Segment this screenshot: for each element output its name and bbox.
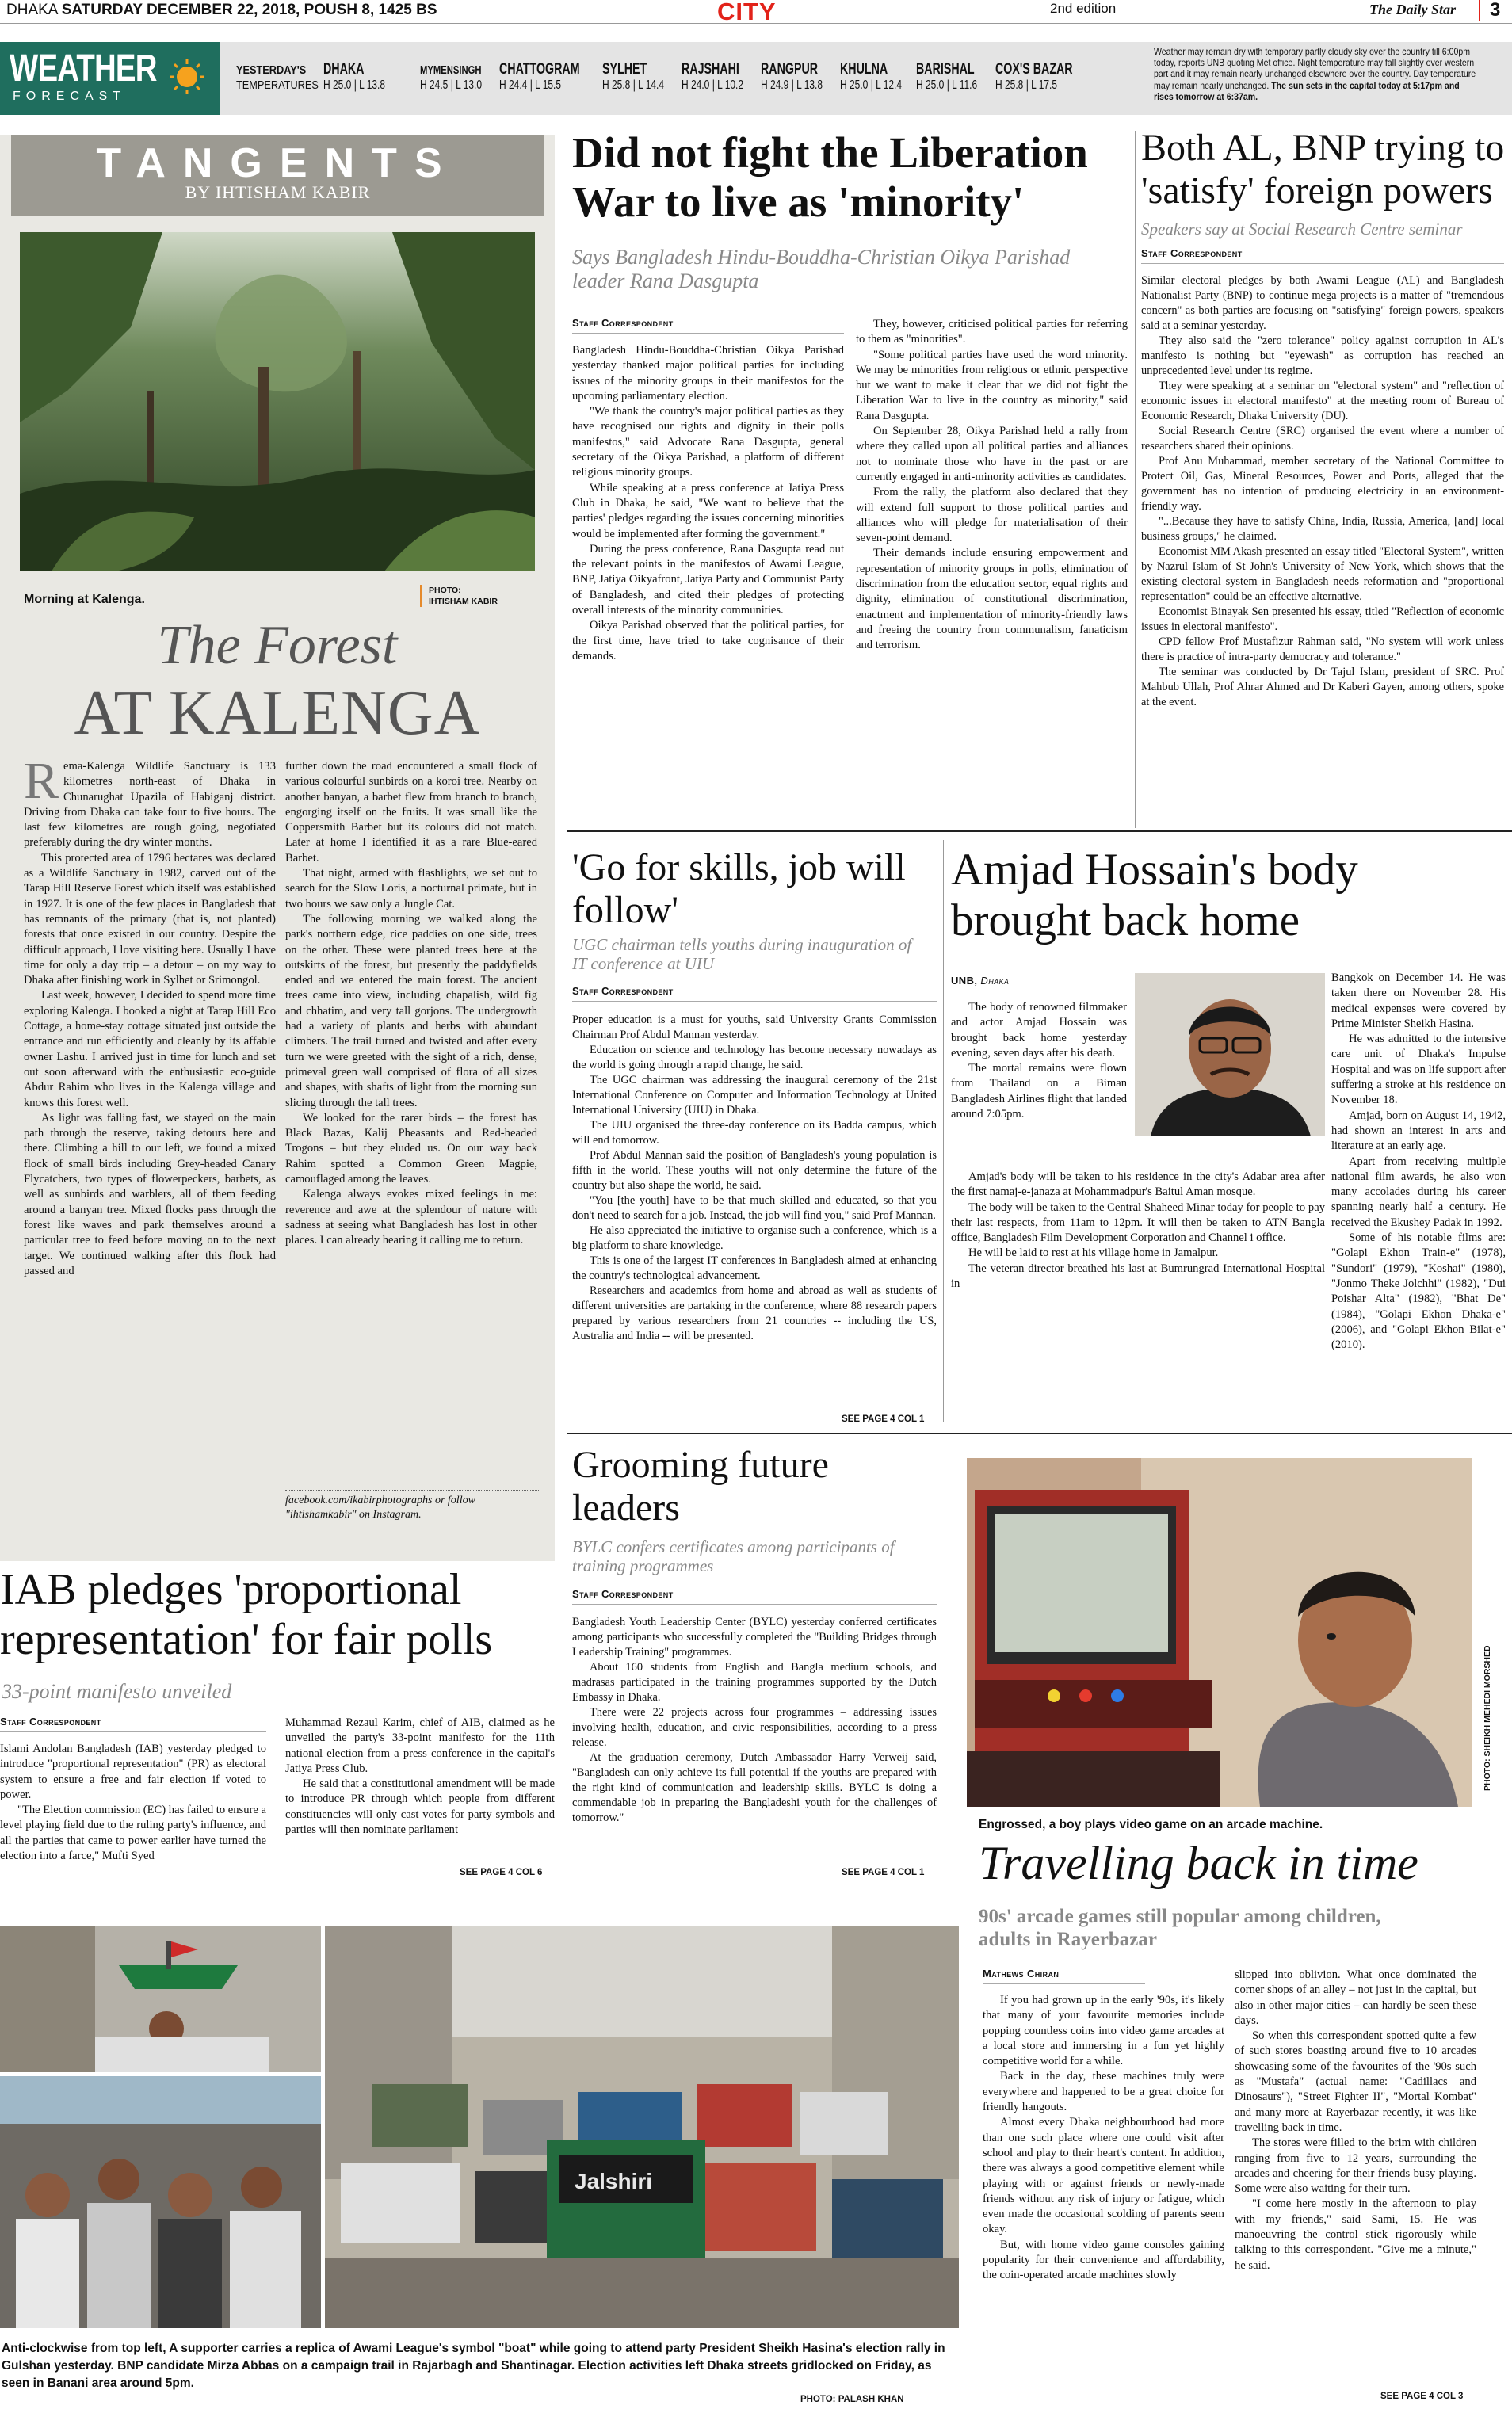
city-temp: BARISHAL H 25.0 | L 11.6 [916, 61, 978, 92]
skills-byline: Staff Correspondent [572, 985, 937, 1002]
city-temp: CHATTOGRAM H 24.4 | L 15.5 [499, 61, 580, 92]
tangents-title-bar [11, 135, 544, 216]
liberation-kicker: Says Bangladesh Hindu-Bouddha-Christian Oikya Parishad leader Rana Dasgupta [572, 246, 1071, 292]
bus-sign: Jalshiri [575, 2169, 653, 2193]
grooming-byline: Staff Correspondent [572, 1588, 937, 1605]
forest-headline-top: The Forest [157, 615, 398, 676]
sun-icon [168, 58, 206, 96]
liberation-col1: Bangladesh Hindu-Bouddha-Christian Oikya Parishad yesterday thanked major political parties for including issues of the minority groups in their manifestos for the upcoming parliamentary election. "We thank the country's major political parties as they have recognised our rights and dignity in their polls manifestos," said Advocate Rana Dasgupta, general secretary of the Oikya Parishad, a platform of different religious minority groups. While speaking at a press conference at Jatiya Press Club in Dhaka, he said, "We want to believe that the parties' pledges regarding the issues concerning minorities would be implemented after forming the government." During the press conference, Rana Dasgupta read out the relevant points in the manifestos of Awami League, BNP, Jatiya Oikyafront, Jatiya Party and Communist Party of Bangladesh, and cited their pledges of protecting overall interests of the minority communities. Oikya Parishad observed that the political parties, for the first time, have tried to take cognisance of their demands. [572, 344, 844, 662]
rally-photo-abbas [0, 2076, 321, 2328]
arcade-col2: slipped into oblivion. What once dominated the corner shops of an alley – not just in the capital, but also in other major cities – can hardly be seen these days. So when this correspondent spotted quite a few of such stores boasting around five to 10 arcades showcasing some of the favourites of the '90s such as "Mustafa" (actual name: "Cadillacs and Dinosaurs"), "Street Fighter II", "Mortal Kombat" and many more at Rayerbazar recently, it was like travelling back in time. The stores were filled to the brim with children ranging from five to 12 years, surrounding the arcades and cheering for their friends busy playing. Some were also waiting for their turn. "I come here mostly in the afternoon to play with my friends," said Sami, 15. He was manoeuvring the control stick rigorously while talking to this correspondent. "Give me a minute," he said. [1235, 1968, 1476, 2272]
arcade-byline: Mathews Chiran [983, 1968, 1145, 1984]
forest-article-col1: R ema-Kalenga Wildlife Sanctuary is 133 kilometres north-east of Dhaka in Chunarughat Upazila of Habiganj district. Driving from Dhaka can take four to five hours. The last few kilometres are rough going, negotiated preferably during the dry winter months. This protected area of 1796 hectares was declared as a Wildlife Sanctuary in 1982, carved out of the Tarap Hill Reserve Forest which itself was established in 1927. It is one of the few places in Bangladesh that has remnants of the primary (that is, not planted) forests that once existed in our country. Despite the difficult approach, I love visiting here. Usually I have time for only a day trip – a detour – on my way to Dhaka after finishing work in Sylhet or Srimongol. Last week, however, I decided to spend more time exploring Kalenga. I booked a night at Tarap Hill Eco Cottage, a home-stay cottage situated just outside the entrance and run efficiently and cleanly by its affable owner Lashu. I arrived just in time for lunch and set out soon afterward with the enthusiastic eco-guide Abdur Rahim who lives in the Kalenga village and knows this forest well. As light was falling fast, we stayed on the main path through the reserve, taking detours here and there. Climbing a hill to our left, we found a mixed flock of small birds including Grey-headed Canary Flycatchers, two types of flowerpeckers, barbets, as well as sunbirds and warblers, all of them feeding around a banyan tree. Mixed flocks pass through the forest like waves and park themselves around a particular tree to feed before moving on to the next target. We continued walking after this flock had passed and [24, 759, 276, 1277]
arcade-photo-caption: Engrossed, a boy plays video game on an arcade machine. [979, 1818, 1323, 1831]
city-temp: RAJSHAHI H 24.0 | L 10.2 [682, 61, 744, 92]
column-rule [1135, 131, 1136, 828]
iab-jump-link[interactable]: SEE PAGE 4 COL 6 [460, 1868, 543, 1877]
dateline-place: DHAKA [6, 2, 58, 18]
grooming-jump-link[interactable]: SEE PAGE 4 COL 1 [842, 1868, 925, 1877]
city-temp: COX'S BAZAR H 25.8 | L 17.5 [995, 61, 1073, 92]
amjad-col1: The body of renowned filmmaker and actor Amjad Hossain was brought back home yesterday evening, seven days after his death. The mortal remains were flown from Thailand on a Biman Bangladesh Airlines flight that landed around 7:05pm. [951, 1001, 1127, 1121]
section-title: CITY [717, 0, 777, 25]
liberation-headline: Did not fight the Liberation War to live as 'minority' [572, 128, 1088, 226]
foreign-body: Similar electoral pledges by both Awami League (AL) and Bangladesh Nationalist Party (BNP) to continue mega projects is a matter of "tremendous concern" as both parties are focusing on "satisfying" foreign powers, speakers said at a seminar yesterday. They also said the "zero tolerance" policy against corruption in AL's manifesto is nothing but "eyewash" as corruption has reached an unprecedented level under its regime. They were speaking at a seminar on "electoral system" and "reflection of economic issues in electoral manifesto" at the meeting room of Bureau of Economic Research, Dhaka University (DU). Social Research Centre (SRC) organised the event where a number of researchers shared their opinions. Prof Anu Muhammad, member secretary of the National Committee to Protect Oil, Gas, Mineral Resources, Power and Ports, alleged that the government has no intention of producing electricity in an environment-friendly way. "...Because they have to satisfy China, India, Russia, America, [and] local business groups," he claimed. Economist MM Akash presented an essay titled "Electoral System", written by Nazrul Islam of St John's University of New York, which shows that the existing electoral system in Bangladesh needs reformation and "proportional representation" could be an effective alternative. Economist Binayak Sen presented his essay, titled "Reflection of economic issues in electoral manifesto". CPD fellow Prof Mustafizur Rahman said, "No system will work unless there is practice of intra-party democracy and tolerance." The seminar was conducted by Dr Tajul Islam, president of SRC. Prof Mahbub Ullah, Prof Ahrar Ahmed and Dr Kaberi Gayen, among others, spoke at the event. [1141, 274, 1504, 708]
temps-label: YESTERDAY'S TEMPERATURES [236, 63, 319, 92]
weather-title: WEATHER [10, 48, 157, 90]
forest-footer [285, 1490, 539, 1522]
iab-col1: Islami Andolan Bangladesh (IAB) yesterday pledged to introduce "proportional representation" (PR) as electoral system to ensure a free and fair election if voted to power. "The Election commission (EC) has failed to ensure a level playing field due to the ruling party's influence, and all the parties that came to power earlier have turned the election into a farce," Mufti Syed [0, 1743, 266, 1863]
liberation-byline: Staff Correspondent [572, 317, 844, 334]
skills-jump-link[interactable]: SEE PAGE 4 COL 1 [842, 1414, 925, 1424]
column-rule [943, 840, 944, 1422]
city-temp: KHULNA H 25.0 | L 12.4 [840, 61, 903, 92]
arcade-kicker: 90s' arcade games still popular among children, adults in Rayerbazar [979, 1906, 1381, 1950]
edition-label: 2nd edition [1050, 1, 1117, 16]
rally-photo-boat [0, 1926, 321, 2072]
dateline-date: SATURDAY DECEMBER 22, 2018, [61, 2, 300, 18]
forest-article-col2: further down the road encountered a small flock of various colourful sunbirds on a koroi tree. Nearby on another banyan, a barbet flew from branch to branch, engorging itself on the fruits. It was small like the Coppersmith Barbet but its colours did not match. Later at home I identified it as a rare Blue-eared Barbet. That night, armed with flashlights, we set out to search for the Slow Loris, a nocturnal primate, but in two hours we saw only a Jungle Cat. The following morning we walked along the park's northern edge, rice paddies on one side, trees on the other. These were planted trees here at the outskirts of the forest, but presently the paddyfields ended and we entered the main forest. The ancient trees came into view, including chapalish, wild fig and chhatim, and very tall gorjons. The undergrowth had a variety of plants and herbs with abundant climbers. The trail turned and twisted and after every turn we were greeted with the sight of a rich, dense, primeval green wall comprised of flora of all sizes and shapes, with shafts of light from the morning sun slicing through the tall trees. We looked for the rarer birds – the forest has Black Bazas, Kalij Pheasants and Red-headed Trogons – but they eluded us. On our way back Rahim spotted a Common Green Magpie, camouflaged among the leaves. Kalenga always evokes mixed feelings in me: reverence and awe at the splendour of nature with sadness at seeing what Bangladesh has lost in other places. I can already hearing it calling me to return. [285, 760, 537, 1247]
city-temp: DHAKA H 25.0 | L 13.8 [323, 61, 386, 92]
amjad-byline: UNB, Dhaka [951, 975, 1127, 991]
page-header [0, 0, 1512, 24]
masthead-name: The Daily Star [1369, 2, 1457, 17]
skills-headline: 'Go for skills, job will follow' [572, 846, 906, 931]
forest-headline-bottom: AT KALENGA [74, 678, 481, 748]
campaign-photo-art [0, 2076, 321, 2328]
arcade-photo-credit: PHOTO: SHEIKH MEHEDI MORSHED [1483, 1645, 1492, 1791]
grooming-kicker: BYLC confers certificates among participants of training programmes [572, 1537, 895, 1576]
iab-kicker: 33-point manifesto unveiled [2, 1680, 232, 1703]
rally-photo-credit: PHOTO: PALASH KHAN [800, 2395, 904, 2404]
page-number: 3 [1490, 0, 1501, 21]
dateline-bangla: POUSH 8, 1425 BS [304, 2, 437, 18]
foreign-kicker: Speakers say at Social Research Centre seminar [1141, 220, 1463, 239]
forest-photo [20, 232, 535, 571]
arcade-photo [967, 1458, 1472, 1807]
amjad-col1-lower: Amjad's body will be taken to his residence in the city's Adabar area after the first namaj-e-janaza at Mohammadpur's Baitul Aman mosque. The body will be taken to the Central Shaheed Minar today for people to pay their last respects, from 11am to 12pm. It will then be taken to ATN Bangla office, Bangladesh Film Development Corporation and Channel i office. He will be laid to rest at his village home in Jamalpur. The veteran director breathed his last at Bumrungrad International Hospital in [951, 1170, 1325, 1291]
weather-forecast-text: Weather may remain dry with temporary partly cloudy sky over the country till 6:00pm today, reports UNB quoting Met office. Night temperature may fall slightly over western part and it may remain nearly unchanged elsewhere over the country. Day temperature may remain nearly unchanged. The sun sets in the capital today at 5:17pm and rises tomorrow at 6:37am. [1154, 48, 1476, 102]
arcade-headline: Travelling back in time [979, 1837, 1418, 1889]
section-rule [567, 1433, 1512, 1434]
rally-photo-traffic [325, 1926, 959, 2328]
forest-photo-credit: PHOTO: IHTISHAM KABIR [420, 585, 498, 607]
iab-col2: Muhammad Rezaul Karim, chief of AIB, claimed as he unveiled the party's 33-point manifesto for the 11th national election from a press conference in the capital's Jatiya Press Club. He said that a constitutional amendment will be made to introduce PR through which people from different constituencies will only cast votes for party symbols and parties will then nominate parliament [285, 1716, 555, 1837]
rally-caption: Anti-clockwise from top left, A supporter carries a replica of Awami League's symbol "boat" while going to attend party President Sheikh Hasina's election rally in Gulshan yesterday. BNP candidate Mirza Abbas on a campaign trail in Rajarbagh and Shantinagar. Election activities left Dhaka streets gridlocked on Friday, as seen in Banani area around 5pm. [2, 2342, 945, 2390]
temps-list [323, 61, 1116, 109]
grooming-headline: Grooming future leaders [572, 1444, 829, 1529]
liberation-col2: They, however, criticised political parties for referring to them as "minorities". "Some political parties have used the word minority. We may be minorities from religious or ethnic perspective but we want to make it clear that we did not fight the Liberation War to live in the country as minority," said Rana Dasgupta. On September 28, Oikya Parishad held a rally from where they called upon all political parties and alliances not to nominate those who have in the past or are currently engaged in anti-minority activities as candidates. From the rally, the platform also declared that they will extend full support to those political parties and alliances who will pledge for materialisation of their seven-point demand. Their demands include ensuring empowerment and representation of minority groups in polls, elimination of discrimination from the education sector, equal rights and dignity, elimination of constitutional discrimination, enactment and implementation of minority-friendly laws and freeing the country from communalism, fanaticism and terrorism. [856, 318, 1128, 652]
drop-cap: R [24, 759, 59, 810]
grooming-body: Bangladesh Youth Leadership Center (BYLC) yesterday conferred certificates among participants who successfully completed the "Building Bridges through Leadership Training" programmes. About 160 students from English and Bangla medium schools, and madrasas participated in the training programmes supported by the Dutch Embassy in Dhaka. There were 22 projects across four programmes – addressing issues involving health, education, and civic responsibilities, according to a press release. At the graduation ceremony, Dutch Ambassador Harry Verweij said, "Bangladesh can only achieve its full potential if the youths are prepared with the right kind of communication and leadership skills. BYLC is doing a commendable job in preparing the Bangladeshi youth for the challenges of tomorrow." [572, 1616, 937, 1824]
foreign-byline: Staff Correspondent [1141, 247, 1504, 264]
city-temp: RANGPUR H 24.9 | L 13.8 [761, 61, 823, 92]
forest-photo-caption: Morning at Kalenga. [24, 593, 145, 606]
skills-body: Proper education is a must for youths, said University Grants Commission Chairman Prof Abdul Mannan yesterday. Education on science and technology has become necessary nowadays as the world is going through a rapid change, he said. The UGC chairman was addressing the inaugural ceremony of the 21st International Conference on Computer and Information Technology at United International University (UIU) in Dhaka. The UIU organised the three-day conference on its Badda campus, which will end tomorrow. Prof Abdul Mannan said the position of Bangladesh's young population is fifth in the world. These youths will not only determine the future of the country but also shape the world, he said. "You [the youth] have to be that much skilled and educated, so that you don't need to search for a job. Instead, the job will find you," said Prof Mannan. He also appreciated the initiative to organise such a conference, which is a big platform to share knowledge. This is one of the largest IT conferences in Bangladesh aimed at enhancing the country's technological advancement. Researchers and academics from home and abroad as well as students of different universities are partaking in the conference, where 88 research papers prepared by various researchers from 21 countries -- including the US, Australia and India -- will be presented. [572, 1014, 937, 1342]
weather-logo [0, 42, 220, 115]
boat-photo-art [0, 1926, 321, 2072]
tangents-title: TANGENTS [96, 140, 460, 186]
city-temp: SYLHET H 25.8 | L 14.4 [602, 61, 665, 92]
tangents-byline: BY IHTISHAM KABIR [185, 182, 371, 202]
iab-byline: Staff Correspondent [0, 1716, 266, 1732]
arcade-jump-link[interactable]: SEE PAGE 4 COL 3 [1380, 2392, 1464, 2401]
header-divider [1479, 0, 1480, 21]
foreign-headline: Both AL, BNP trying to 'satisfy' foreign powers [1141, 127, 1505, 212]
arcade-col1: If you had grown up in the early '90s, it's likely that many of your favourite memories include popping countless coins into video game arcades at a local store and immersing in a fun yet highly competitive world for a while. Back in the day, these machines truly were everywhere and happened to be a great choice for friendly hangouts. Almost every Dhaka neighbourhood had more than one such place where one could visit after school and play to their heart's content. In addition, there was always a good competitive element while playing with or against friends or newly-made friends without any risk of injury or fatigue, which even made the occasional scolding of parents seem okay. But, with home video game consoles gaining popularity for their convenience and affordability, the coin-operated arcade machines slowly [983, 1994, 1224, 2282]
forest-photo-art [20, 232, 535, 571]
portrait-art [1135, 973, 1325, 1136]
city-temp: MYMENSINGH H 24.5 | L 13.0 [420, 63, 483, 92]
traffic-photo-art [325, 1926, 959, 2328]
amjad-col2: Bangkok on December 14. He was taken there on November 28. His medical expenses were covered by Prime Minister Sheikh Hasina. He was admitted to the intensive care unit of Dhaka's Impulse Hospital and was on life support after suffering a stroke at his residence on November 18. Amjad, born on August 14, 1942, had shown an interest in arts and literature at an early age. Apart from receiving multiple national film awards, he also won many accolades during his career spanning nearly half a century. He received the Ekushey Padak in 1992. Some of his notable films are: "Golapi Ekhon Train-e" (1978), "Sundori" (1979), "Koshai" (1980), "Jonmo Theke Jolchhi" (1982), "Dui Poishar Alta" (1982), "Bhat De" (1984), "Golapi Ekhon Dhaka-e" (2006), and "Golapi Ekhon Bilat-e" (2010). [1331, 972, 1506, 1352]
skills-kicker: UGC chairman tells youths during inauguration of IT conference at UIU [572, 935, 912, 974]
arcade-photo-art [967, 1458, 1472, 1807]
iab-headline: IAB pledges 'proportional representation' for fair polls [0, 1565, 493, 1664]
social-link[interactable]: facebook.com/ikabirphotographs or follow "ihtishamkabir" on Instagram. [285, 1495, 475, 1521]
amjad-headline: Amjad Hossain's body brought back home [951, 845, 1358, 945]
weather-subtitle: FORECAST [13, 90, 127, 103]
section-rule [567, 830, 1512, 832]
weather-bar [0, 42, 1512, 115]
amjad-portrait [1135, 973, 1325, 1136]
